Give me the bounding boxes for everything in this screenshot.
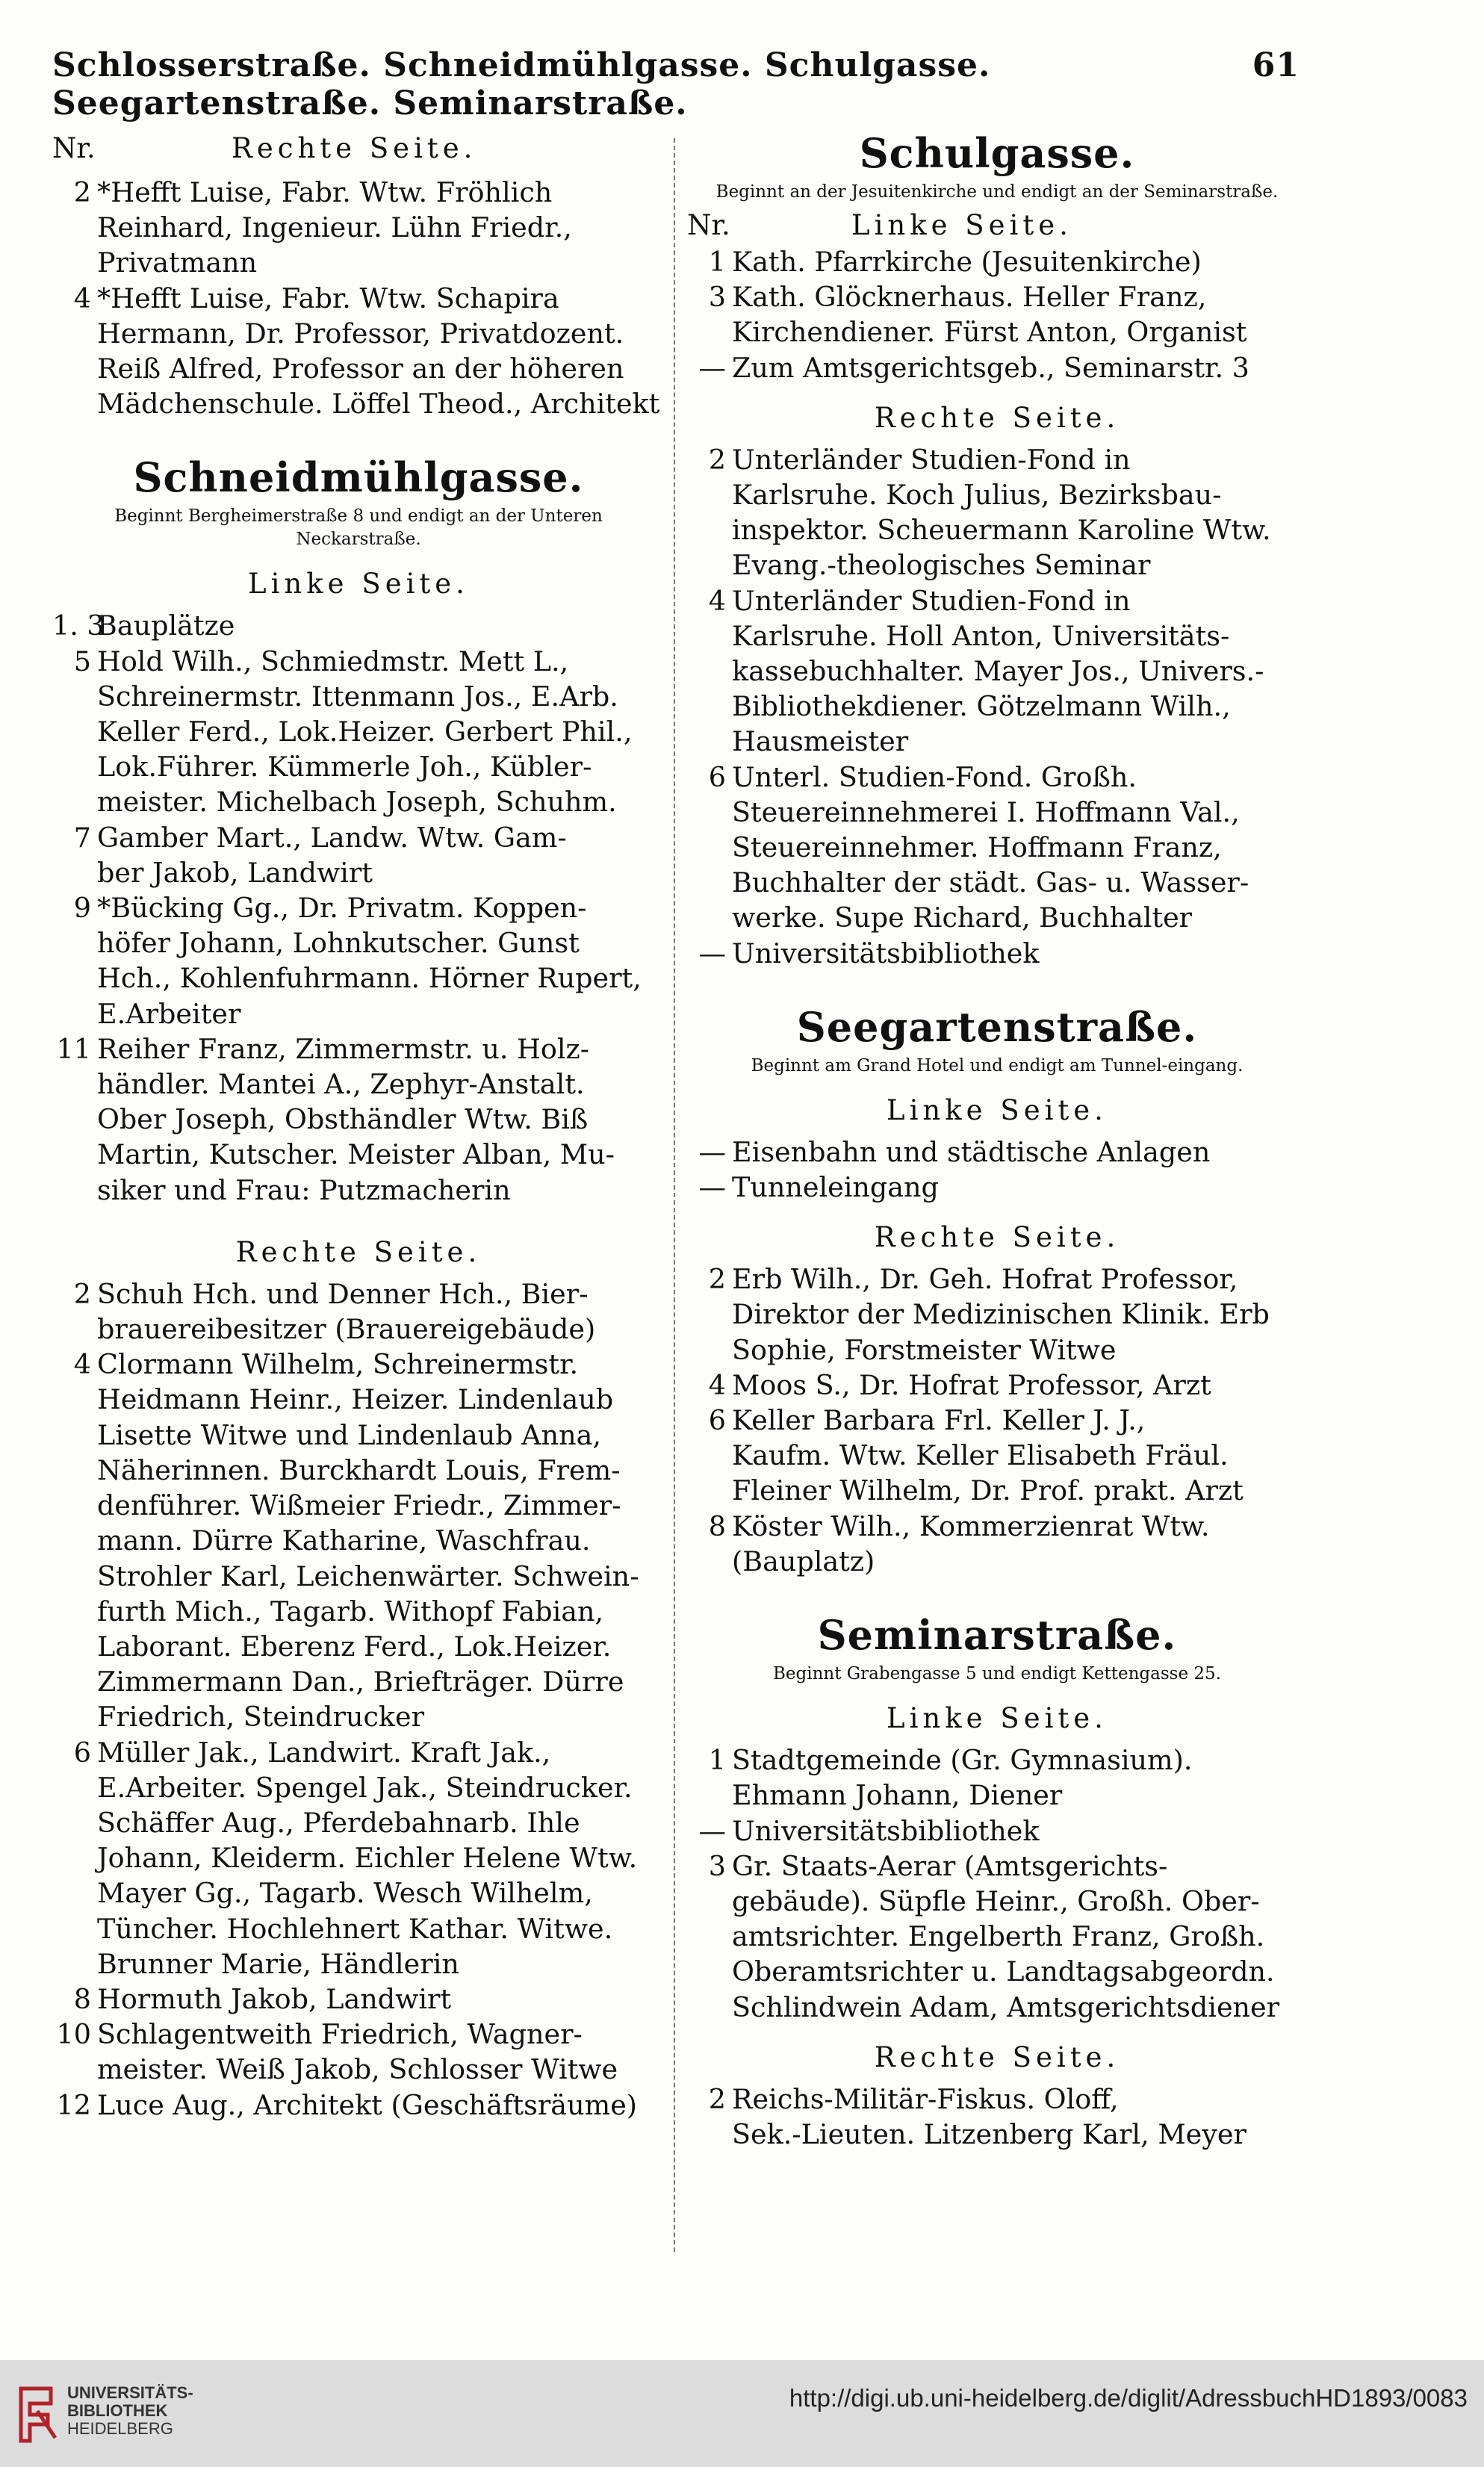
entry-line <box>52 1347 665 1382</box>
entry-text-line: Sophie, Forstmeister Witwe <box>732 1333 1117 1366</box>
entry-text-line: Hormuth Jakob, Landwirt <box>97 1982 452 2015</box>
entry-text-line: Schlindwein Adam, Amtsgerichtsdiener <box>732 1990 1280 2023</box>
entry-text-line: Lok.Führer. Kümmerle Joh., Kübler- <box>97 751 592 783</box>
entry-line <box>687 350 1307 385</box>
entry-text-line: Johann, Kleiderm. Eichler Helene Wtw. <box>97 1842 638 1875</box>
house-number: 1. 3 <box>52 609 105 642</box>
entry-text-line: Schreinermstr. Ittenmann Jos., E.Arb. <box>97 680 618 713</box>
entry-line <box>687 442 1307 477</box>
entry-text-line: Karlsruhe. Holl Anton, Universitäts- <box>732 619 1230 652</box>
entry-text-line: Universitätsbibliothek <box>732 937 1040 969</box>
entry-text-line: Hold Wilh., Schmiedmstr. Mett L., <box>97 645 569 677</box>
directory-entry <box>687 442 1307 583</box>
entry-text-line: Hausmeister <box>732 725 909 758</box>
entry-text-line: Privatmann <box>97 246 258 279</box>
side-label: Linke Seite. <box>887 1093 1108 1126</box>
entry-text-line: Näherinnen. Burckhardt Louis, Frem- <box>97 1453 621 1486</box>
side-label: Rechte Seite. <box>232 132 477 164</box>
entry-text-line: Hch., Kohlenfuhrmann. Hörner Rupert, <box>97 962 642 995</box>
street-title-seminarstrasse: Seminarstraße. <box>817 1611 1177 1660</box>
university-library-logo-icon <box>13 2381 60 2444</box>
entry-line <box>687 2082 1307 2117</box>
house-number: 4 <box>73 282 91 314</box>
house-number: 1 <box>708 1744 726 1777</box>
entry-text-line: Evang.-theologisches Seminar <box>732 549 1151 582</box>
directory-entry <box>687 2082 1307 2152</box>
directory-entry <box>52 1031 665 1208</box>
entry-text-line: Reiß Alfred, Professor an der höheren <box>97 353 624 385</box>
entry-text-line: Fleiner Wilhelm, Dr. Prof. prakt. Arzt <box>732 1474 1244 1507</box>
entry-text-line: Mädchenschule. Löffel Theod., Architekt <box>97 388 660 421</box>
entry-text-line: inspektor. Scheuermann Karoline Wtw. <box>732 514 1271 547</box>
entry-text-line: Friedrich, Steindrucker <box>97 1701 425 1734</box>
entries-seegartenstrasse-left <box>687 1135 1307 1205</box>
entry-text-line: Luce Aug., Architekt (Geschäftsräume) <box>97 2088 638 2121</box>
entry-text-line: werke. Supe Richard, Buchhalter <box>732 902 1193 934</box>
column-divider <box>674 138 675 2252</box>
entry-text-line: Laborant. Eberenz Ferd., Lok.Heizer. <box>97 1630 612 1663</box>
source-url-link[interactable]: http://digi.ub.uni-heidelberg.de/diglit/AdressbuchHD1893/0083 <box>789 2384 1468 2412</box>
footer-bar <box>0 2360 1484 2467</box>
entry-line <box>687 244 1307 279</box>
entry-text-line: Keller Ferd., Lok.Heizer. Gerbert Phil., <box>97 716 633 748</box>
running-head <box>52 46 1300 122</box>
entry-text-line: furth Mich., Tagarb. Withopf Fabian, <box>97 1595 604 1627</box>
entry-text-line: Karlsruhe. Koch Julius, Bezirksbau- <box>732 479 1222 512</box>
entry-line <box>687 583 1307 618</box>
entry-text-line: Bauplätze <box>97 609 235 642</box>
entry-text-line: kassebuchhalter. Mayer Jos., Univers.- <box>732 655 1264 688</box>
entries-schulgasse-left <box>687 244 1307 385</box>
entry-text-line: meister. Weiß Jakob, Schlosser Witwe <box>97 2053 618 2086</box>
house-number: 12 <box>56 2088 91 2121</box>
entry-line <box>687 1403 1307 1438</box>
street-description: Beginnt am Grand Hotel und endigt am Tunnel-eingang. <box>751 1055 1244 1076</box>
house-number: 8 <box>708 1509 726 1542</box>
side-label: Rechte Seite. <box>235 1235 482 1268</box>
house-number: 5 <box>73 645 91 677</box>
directory-entry <box>52 1347 665 1734</box>
directory-entry <box>687 350 1307 385</box>
entry-text-line: siker und Frau: Putzmacherin <box>97 1173 511 1206</box>
entry-line <box>52 820 665 855</box>
entries-schulgasse-right <box>687 442 1307 971</box>
entry-text-line: Schuh Hch. und Denner Hch., Bier- <box>97 1277 589 1310</box>
entry-line <box>687 1813 1307 1849</box>
entry-line <box>52 1276 665 1312</box>
left-column-header <box>52 130 665 167</box>
entry-text-line: Unterländer Studien-Fond in <box>732 443 1131 476</box>
house-number: 6 <box>708 1404 726 1437</box>
entry-text-line: Keller Barbara Frl. Keller J. J., <box>732 1404 1146 1437</box>
entry-text-line: Unterländer Studien-Fond in <box>732 584 1131 617</box>
entry-line <box>687 1743 1307 1778</box>
entry-line <box>687 279 1307 314</box>
entry-line <box>687 1849 1307 1884</box>
entries-seminarstrasse-right <box>687 2082 1307 2152</box>
entry-text-line: denführer. Wißmeier Friedr., Zimmer- <box>97 1489 621 1522</box>
house-number: 8 <box>73 1982 91 2015</box>
directory-entry <box>52 2088 665 2123</box>
side-label: Linke Seite. <box>851 209 1072 241</box>
house-number: 4 <box>708 1368 726 1401</box>
entry-line <box>52 281 665 316</box>
directory-entry <box>687 583 1307 760</box>
directory-entry <box>687 1509 1307 1579</box>
directory-entry <box>687 1743 1307 1813</box>
entry-text-line: Erb Wilh., Dr. Geh. Hofrat Professor, <box>732 1263 1238 1296</box>
entry-text-line: Unterl. Studien-Fond. Großh. <box>732 760 1137 793</box>
entry-line <box>52 890 665 925</box>
entry-text-line: höfer Johann, Lohnkutscher. Gunst <box>97 927 580 960</box>
house-number: 2 <box>708 1263 726 1296</box>
entry-text-line: Reichs-Militär-Fiskus. Oloff, <box>732 2082 1119 2115</box>
entry-text-line: *Hefft Luise, Fabr. Wtw. Fröhlich <box>97 176 553 208</box>
entry-text-line: Brunner Marie, Händlerin <box>97 1947 459 1980</box>
entry-text-line: (Bauplatz) <box>732 1545 875 1577</box>
house-number: 9 <box>73 892 91 925</box>
directory-entry <box>52 1735 665 1982</box>
directory-entry <box>687 279 1307 350</box>
house-number: 10 <box>56 2018 91 2051</box>
directory-entry <box>687 936 1307 971</box>
entry-text-line: Schlagentweith Friedrich, Wagner- <box>97 2018 583 2051</box>
entries-schneidmuehlgasse-left <box>52 608 665 1207</box>
entry-text-line: Gamber Mart., Landw. Wtw. Gam- <box>97 821 567 854</box>
entry-line <box>52 1031 665 1067</box>
street-title-schneidmuehlgasse: Schneidmühlgasse. <box>133 453 584 502</box>
house-number: 6 <box>708 760 726 793</box>
entry-line <box>52 644 665 679</box>
entry-line <box>687 1135 1307 1170</box>
entry-text-line: Stadtgemeinde (Gr. Gymnasium). <box>732 1744 1193 1777</box>
entry-text-line: Bibliothekdiener. Götzelmann Wilh., <box>732 690 1231 723</box>
street-description: Beginnt Grabengasse 5 und endigt Kettengasse 25. <box>773 1664 1221 1684</box>
library-name-line: UNIVERSITÄTS- <box>67 2383 193 2402</box>
entry-line <box>687 1170 1307 1205</box>
entry-text-line: E.Arbeiter. Spengel Jak., Steindrucker. <box>97 1771 633 1804</box>
house-number: 7 <box>73 821 91 854</box>
house-number: — <box>698 1814 726 1847</box>
left-column <box>52 127 665 2123</box>
directory-entry <box>52 1276 665 1347</box>
entry-text-line: Moos S., Dr. Hofrat Professor, Arzt <box>732 1368 1211 1401</box>
house-number: 4 <box>708 584 726 617</box>
entry-text-line: Eisenbahn und städtische Anlagen <box>732 1135 1211 1168</box>
entry-text-line: Reinhard, Ingenieur. Lühn Friedr., <box>97 211 572 244</box>
running-head-title: Schlosserstraße. Schneidmühlgasse. Schulgasse. Seegartenstraße. Seminarstraße. <box>52 46 991 122</box>
directory-entry <box>687 1813 1307 1849</box>
right-column <box>687 127 1307 2152</box>
entry-text-line: Zimmermann Dan., Briefträger. Dürre <box>97 1666 624 1698</box>
directory-entry <box>687 244 1307 279</box>
house-number: 2 <box>73 1277 91 1310</box>
house-number: — <box>698 351 726 384</box>
entry-text-line: Steuereinnehmerei I. Hoffmann Val., <box>732 795 1240 828</box>
library-name-line: BIBLIOTHEK <box>67 2401 168 2420</box>
directory-entry <box>52 175 665 281</box>
page-number: 61 <box>1252 46 1300 84</box>
directory-entry <box>52 2017 665 2087</box>
entry-text-line: Steuereinnehmer. Hoffmann Franz, <box>732 831 1222 864</box>
entry-line <box>687 1368 1307 1403</box>
entry-text-line: Clormann Wilhelm, Schreinermstr. <box>97 1348 579 1381</box>
nr-label: Nr. <box>52 132 96 164</box>
entry-text-line: amtsrichter. Engelberth Franz, Großh. <box>732 1920 1265 1953</box>
entry-text-line: Direktor der Medizinischen Klinik. Erb <box>732 1298 1270 1331</box>
directory-entry <box>52 608 665 643</box>
entry-text-line: Tüncher. Hochlehnert Kathar. Witwe. <box>97 1912 613 1945</box>
entry-text-line: ber Jakob, Landwirt <box>97 856 373 889</box>
directory-entry <box>687 760 1307 936</box>
side-label: Rechte Seite. <box>874 401 1120 434</box>
entry-text-line: Heidmann Heinr., Heizer. Lindenlaub <box>97 1383 614 1416</box>
entry-line <box>52 1982 665 2017</box>
entry-line <box>52 1735 665 1770</box>
house-number: 6 <box>73 1736 91 1769</box>
entry-text-line: mann. Dürre Katharine, Waschfrau. <box>97 1524 591 1557</box>
entry-text-line: Gr. Staats-Aerar (Amtsgerichts- <box>732 1849 1168 1882</box>
house-number: — <box>698 1171 726 1204</box>
house-number: 2 <box>708 443 726 476</box>
house-number: 1 <box>708 246 726 278</box>
nr-label: Nr. <box>687 209 730 241</box>
entry-line <box>52 2088 665 2123</box>
right-column-header <box>687 207 1307 244</box>
entry-text-line: Martin, Kutscher. Meister Alban, Mu- <box>97 1138 615 1171</box>
entry-line <box>687 1509 1307 1544</box>
entry-text-line: Reiher Franz, Zimmermstr. u. Holz- <box>97 1032 590 1065</box>
entry-line <box>52 608 665 643</box>
entries-schlosserstrasse-right <box>52 175 665 421</box>
entry-text-line: händler. Mantei A., Zephyr-Anstalt. <box>97 1068 585 1101</box>
entry-text-line: Müller Jak., Landwirt. Kraft Jak., <box>97 1736 551 1769</box>
entries-seminarstrasse-left <box>687 1743 1307 2025</box>
entry-text-line: Hermann, Dr. Professor, Privatdozent. <box>97 317 624 350</box>
directory-entry <box>52 1982 665 2017</box>
side-label: Linke Seite. <box>248 568 469 601</box>
entry-text-line: Sek.-Lieuten. Litzenberg Karl, Meyer <box>732 2117 1247 2150</box>
directory-entry <box>687 1849 1307 2025</box>
street-title-schulgasse: Schulgasse. <box>859 129 1135 177</box>
entry-text-line: Universitätsbibliothek <box>732 1814 1040 1847</box>
directory-entry <box>687 1135 1307 1170</box>
entry-text-line: Kaufm. Wtw. Keller Elisabeth Fräul. <box>732 1439 1229 1472</box>
entry-text-line: meister. Michelbach Joseph, Schuhm. <box>97 786 617 819</box>
directory-entry <box>52 644 665 820</box>
street-description: Beginnt Bergheimerstraße 8 und endigt an der Unteren Neckarstraße. <box>114 506 603 550</box>
entries-schneidmuehlgasse-right <box>52 1276 665 2123</box>
entry-line <box>687 760 1307 795</box>
house-number: 3 <box>708 281 726 314</box>
entry-text-line: Mayer Gg., Tagarb. Wesch Wilhelm, <box>97 1877 593 1910</box>
house-number: 2 <box>708 2082 726 2115</box>
directory-entry <box>687 1403 1307 1509</box>
side-label: Rechte Seite. <box>874 1221 1120 1254</box>
entry-text-line: *Bücking Gg., Dr. Privatm. Koppen- <box>97 892 587 925</box>
entry-text-line: Buchhalter der städt. Gas- u. Wasser- <box>732 866 1249 899</box>
directory-entry <box>687 1170 1307 1205</box>
directory-entry <box>687 1368 1307 1403</box>
house-number: — <box>698 937 726 969</box>
entry-text-line: Kath. Pfarrkirche (Jesuitenkirche) <box>732 246 1202 278</box>
entry-text-line: Oberamtsrichter u. Landtagsabgeordn. <box>732 1955 1275 1988</box>
entry-text-line: Tunneleingang <box>732 1171 939 1204</box>
side-label: Rechte Seite. <box>874 2041 1120 2073</box>
directory-entry <box>687 1262 1307 1368</box>
entry-text-line: Kath. Glöcknerhaus. Heller Franz, <box>732 281 1207 314</box>
directory-entry <box>52 281 665 422</box>
entry-line <box>52 175 665 210</box>
house-number: 4 <box>73 1348 91 1381</box>
library-name-line: HEIDELBERG <box>67 2419 173 2438</box>
entry-text-line: Köster Wilh., Kommerzienrat Wtw. <box>732 1509 1210 1542</box>
entry-text-line: brauereibesitzer (Brauereigebäude) <box>97 1313 596 1346</box>
entry-text-line: Ehmann Johann, Diener <box>732 1779 1063 1812</box>
street-title-seegartenstrasse: Seegartenstraße. <box>796 1002 1198 1051</box>
entry-text-line: E.Arbeiter <box>97 997 241 1030</box>
entry-text-line: Schäffer Aug., Pferdebahnarb. Ihle <box>97 1806 580 1839</box>
directory-entry <box>52 820 665 890</box>
entry-text-line: gebäude). Süpfle Heinr., Großh. Ober- <box>732 1884 1260 1917</box>
entries-seegartenstrasse-right <box>687 1262 1307 1579</box>
entry-text-line: *Hefft Luise, Fabr. Wtw. Schapira <box>97 282 559 314</box>
entry-line <box>687 1262 1307 1297</box>
library-name <box>67 2384 193 2438</box>
entry-text-line: Zum Amtsgerichtsgeb., Seminarstr. 3 <box>732 351 1249 384</box>
house-number: 11 <box>56 1032 91 1065</box>
entry-line <box>687 936 1307 971</box>
house-number: 3 <box>708 1849 726 1882</box>
entry-line <box>52 2017 665 2052</box>
directory-entry <box>52 890 665 1031</box>
house-number: — <box>698 1135 726 1168</box>
entry-text-line: Lisette Witwe und Lindenlaub Anna, <box>97 1418 601 1451</box>
street-description: Beginnt an der Jesuitenkirche und endigt an der Seminarstraße. <box>715 182 1279 202</box>
side-label: Linke Seite. <box>887 1702 1108 1735</box>
entry-text-line: Strohler Karl, Leichenwärter. Schwein- <box>97 1560 639 1592</box>
entry-text-line: Ober Joseph, Obsthändler Wtw. Biß <box>97 1103 589 1136</box>
house-number: 2 <box>73 176 91 208</box>
entry-text-line: Kirchendiener. Fürst Anton, Organist <box>732 316 1247 349</box>
